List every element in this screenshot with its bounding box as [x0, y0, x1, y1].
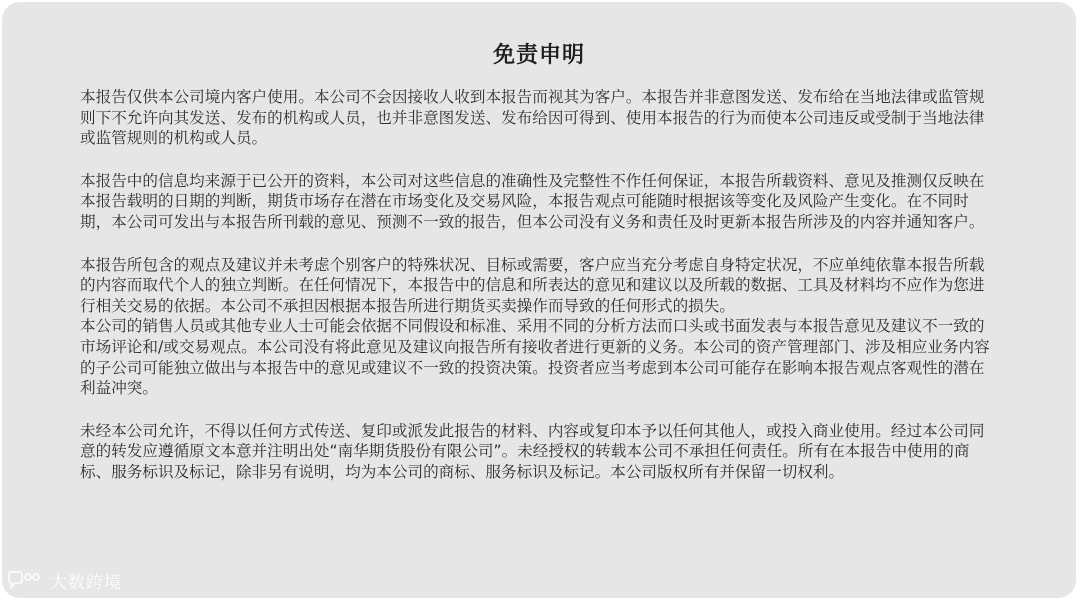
- chat-bubble-logo-icon: [6, 570, 46, 592]
- paragraph-client-judgment: 本报告所包含的观点及建议并未考虑个别客户的特殊状况、目标或需要，客户应当充分考虑自身特定状况，不应单纯依靠本报告所载的内容而取代个人的独立判断。在任何情况下，本报告中的信息和所表达的意见和建议以及所载的数据、工具及材料均不应作为您进行相关交易的依据。本公司不承担因根据本报告所进行期货买卖操作而导致的任何形式的损失。: [80, 255, 985, 315]
- watermark-text: 大数跨境: [50, 573, 122, 593]
- disclaimer-card: [2, 2, 1076, 598]
- paragraph-copyright: 未经本公司允许，不得以任何方式传送、复印或派发此报告的材料、内容或复印本予以任何其他人，或投入商业使用。经过本公司同意的转发应遵循原文本意并注明出处“南华期货股份有限公司”。未经授权的转载本公司不承担任何责任。所有在本报告中使用的商标、服务标识及标记，除非另有说明，均为本公司的商标、服务标识及标记。本公司版权所有并保留一切权利。: [80, 421, 985, 481]
- paragraph-distribution: 本报告仅供本公司境内客户使用。本公司不会因接收人收到本报告而视其为客户。本报告并非意图发送、发布给在当地法律或监管规则下不允许向其发送、发布的机构或人员，也并非意图发送、发布给因可得到、使用本报告的行为而使本公司违反或受制于当地法律或监管规则的机构或人员。: [80, 88, 985, 148]
- page-title: 免责申明: [492, 43, 585, 68]
- watermark: [6, 568, 122, 593]
- paragraph-information-source: 本报告中的信息均来源于已公开的资料，本公司对这些信息的准确性及完整性不作任何保证，本报告所载资料、意见及推测仅反映在本报告载明的日期的判断，期货市场存在潜在市场变化及交易风险，本报告观点可能随时根据该等变化及风险产生变化。在不同时期，本公司可发出与本报告所刊载的意见、预测不一致的报告，但本公司没有义务和责任及时更新本报告所涉及的内容并通知客户。: [80, 171, 985, 231]
- paragraph-sales-opinions: 本公司的销售人员或其他专业人士可能会依据不同假设和标准、采用不同的分析方法而口头或书面发表与本报告意见及建议不一致的市场评论和/或交易观点。本公司没有将此意见及建议向报告所有接收者进行更新的义务。本公司的资产管理部门、涉及相应业务内容的子公司可能独立做出与本报告中的意见或建议不一致的投资决策。投资者应当考虑到本公司可能存在影响本报告观点客观性的潜在利益冲突。: [80, 317, 990, 398]
- disclaimer-body: [80, 87, 1000, 483]
